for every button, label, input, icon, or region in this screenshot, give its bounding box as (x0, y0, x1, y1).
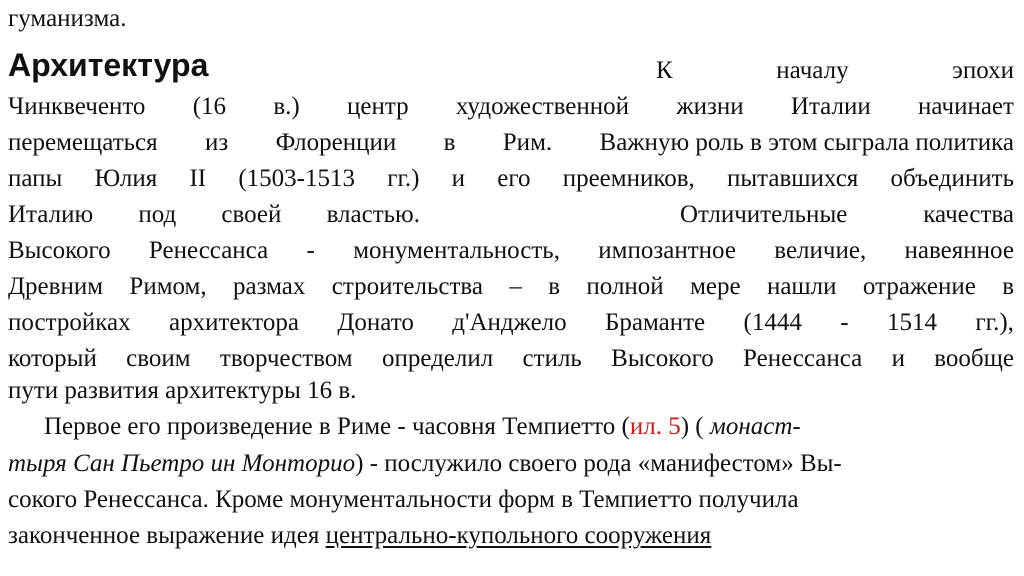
paragraph-word: Чинквеченто (8, 93, 146, 120)
paragraph-word: властью. (326, 201, 420, 228)
paragraph-word: качества (923, 201, 1014, 228)
illustration-reference-link[interactable]: ил. 5 (629, 413, 681, 440)
paragraph-word: под (138, 201, 177, 228)
paragraph-word: гг.) (387, 165, 420, 192)
paragraph-1-line (8, 308, 1014, 338)
paragraph-word: импозантное (598, 237, 736, 264)
intro-tail-text: гуманизма. (8, 5, 127, 32)
italic-text: монаст- (709, 413, 801, 440)
paragraph-word: (16 (192, 93, 227, 120)
paragraph-word: монументальность, (353, 237, 560, 264)
paragraph-2-line-2 (8, 449, 1014, 479)
paragraph-word: постройках (8, 309, 131, 336)
paragraph-1-last-line: пути развития архитектуры 16 в. (8, 377, 357, 404)
paragraph-word: начинает (918, 93, 1014, 120)
paragraph-word: Юлия (94, 165, 158, 192)
paragraph-2-text: Первое его произведение в Риме - часовня Темпиетто ( (44, 413, 630, 440)
paragraph-word: Браманте (605, 309, 706, 336)
paragraph-word: Италии (790, 93, 871, 120)
paragraph-word: преемников, (562, 165, 695, 192)
paragraph-word: определил (381, 345, 494, 372)
paragraph-word: своей (221, 201, 282, 228)
heading-right-word: началу (776, 57, 849, 84)
paragraph-word: Важную роль в этом сыграла политика (599, 129, 1014, 156)
paragraph-1-line-left-group (8, 200, 420, 230)
paragraph-word: из (204, 129, 229, 156)
paragraph-word: своим (126, 345, 191, 372)
paragraph-word: жизни (676, 93, 744, 120)
paragraph-word: Высокого (8, 237, 111, 264)
paragraph-2-line-4 (8, 521, 1014, 551)
paragraph-word: стиль (522, 345, 582, 372)
paragraph-word: Римом, (129, 273, 207, 300)
paragraph-word: Италию (8, 201, 94, 228)
paragraph-word: мере (690, 273, 741, 300)
paragraph-word: гг.), (975, 309, 1014, 336)
paragraph-word: (1503-1513 (238, 165, 355, 192)
paragraph-word: в (1002, 273, 1014, 300)
paragraph-1-line (8, 272, 1014, 302)
paragraph-word: величие, (774, 237, 867, 264)
paragraph-word: Флоренции (275, 129, 397, 156)
paragraph-1-line-right-group (680, 200, 1014, 230)
paragraph-word: Ренессанса (743, 345, 863, 372)
underlined-term: центрально-купольного сооружения (325, 522, 712, 549)
paragraph-word: творчеством (219, 345, 353, 372)
heading-right-word: эпохи (952, 57, 1014, 84)
paragraph-1-line (8, 128, 1014, 158)
paragraph-word: д'Анджело (452, 309, 567, 336)
paragraph-word: (1444 (743, 309, 802, 336)
paragraph-2-text: ) ( (680, 413, 710, 440)
paragraph-2-line-3: сокого Ренессанса. Кроме монументальности форм в Темпиетто получила (8, 486, 799, 513)
paragraph-word: - (840, 309, 849, 336)
paragraph-word: в (548, 273, 561, 300)
paragraph-word: Отличительные (680, 201, 848, 228)
paragraph-word: нашли (766, 273, 837, 300)
paragraph-word: художественной (455, 93, 630, 120)
paragraph-word: Высокого (611, 345, 714, 372)
paragraph-word: Рим. (502, 129, 553, 156)
paragraph-word: папы (8, 165, 63, 192)
paragraph-1-line (8, 164, 1014, 194)
section-heading: Архитектура (8, 47, 209, 83)
paragraph-word: пытавшихся (726, 165, 859, 192)
paragraph-word: строительства (331, 273, 483, 300)
paragraph-word: в (443, 129, 456, 156)
paragraph-2-text: ) - послужило своего рода «манифестом» Вы- (355, 450, 842, 477)
heading-right-word: К (656, 57, 673, 84)
paragraph-word: в.) (273, 93, 300, 120)
paragraph-word: который (8, 345, 97, 372)
paragraph-word: отражение (862, 273, 976, 300)
paragraph-word: размах (233, 273, 306, 300)
paragraph-word: полной (586, 273, 664, 300)
paragraph-word: архитектора (168, 309, 299, 336)
paragraph-2-line-1 (8, 412, 1014, 442)
italic-text: тыря Сан Пьетро ин Монторио (8, 450, 356, 477)
paragraph-word: вообще (934, 345, 1014, 372)
heading-line (8, 47, 1014, 90)
paragraph-word: перемещаться (8, 129, 158, 156)
paragraph-word: II (189, 165, 207, 192)
paragraph-word: – (509, 273, 522, 300)
heading-line-right (656, 56, 1014, 86)
paragraph-word: - (306, 237, 315, 264)
paragraph-word: и (891, 345, 905, 372)
paragraph-word: Ренессанса (148, 237, 269, 264)
paragraph-1-line (8, 92, 1014, 122)
paragraph-word: Древним (8, 273, 104, 300)
paragraph-word: 1514 (886, 309, 937, 336)
paragraph-1-line (8, 344, 1014, 374)
paragraph-word: и (451, 165, 466, 192)
paragraph-word: его (497, 165, 531, 192)
paragraph-word: навеянное (904, 237, 1014, 264)
paragraph-1-line (8, 236, 1014, 266)
paragraph-word: объединить (890, 165, 1014, 192)
paragraph-word: центр (347, 93, 409, 120)
paragraph-word: Донато (337, 309, 414, 336)
paragraph-2-text: законченное выражение идея (8, 522, 326, 549)
